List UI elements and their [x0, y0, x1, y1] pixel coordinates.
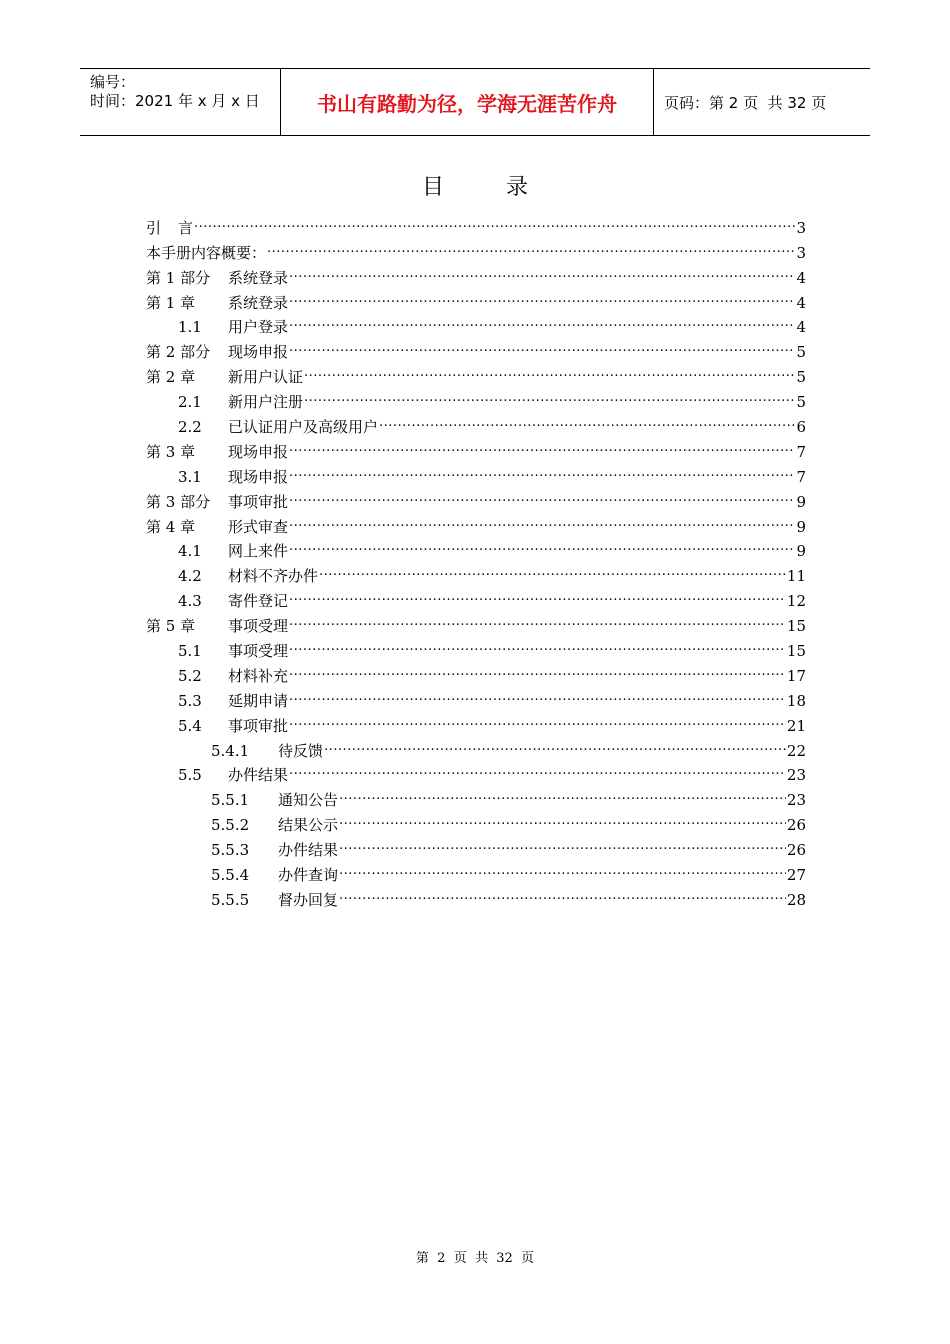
toc-entry-page: 11 [786, 567, 806, 586]
toc-entry-page: 5 [796, 368, 806, 387]
toc-leader-dots [339, 830, 786, 855]
toc-entry-page: 23 [786, 766, 806, 785]
toc-entry-page: 3 [796, 218, 806, 237]
toc-entry-number: 5.5 [178, 766, 202, 785]
toc-entry-title: 事项审批 [228, 492, 289, 511]
toc-entry-number: 5.2 [178, 666, 202, 685]
toc-leader-dots [289, 681, 786, 706]
toc-leader-dots [289, 706, 786, 731]
toc-leader-dots [289, 756, 786, 781]
toc-entry[interactable] [146, 208, 806, 237]
toc-entry-number: 5.5.3 [211, 841, 250, 860]
toc-entry-title: 现场申报 [228, 467, 289, 486]
toc-entry-page: 4 [796, 268, 806, 287]
page-header [80, 68, 870, 136]
toc-leader-dots [339, 805, 786, 830]
toc-entry-title: 结果公示 [278, 816, 339, 835]
toc-entry-number: 第 4 章 [146, 517, 196, 536]
toc-leader-dots [304, 357, 795, 382]
toc-entry-number: 1.1 [178, 318, 202, 337]
toc-entry-number: 第 2 部分 [146, 343, 211, 362]
toc-entry-title: 用户登录 [228, 318, 289, 337]
toc-entry-title: 系统登录 [228, 268, 289, 287]
header-page-info-text: 页码：第 2 页 共 32 页 [664, 93, 827, 112]
toc-entry-number: 第 3 章 [146, 442, 196, 461]
toc-entry-title: 延期申请 [228, 691, 289, 710]
toc-entry-page: 27 [786, 866, 806, 885]
toc-leader-dots [289, 631, 786, 656]
toc-leader-dots [339, 780, 786, 805]
doc-number-label: 编号： [90, 73, 136, 91]
toc-entry-page: 7 [796, 442, 806, 461]
toc-leader-dots [289, 606, 786, 631]
toc-leader-dots [289, 482, 795, 507]
toc-entry-number: 2.2 [178, 418, 202, 437]
toc-entry-number: 5.5.4 [211, 866, 250, 885]
toc-entry-number: 3.1 [178, 467, 202, 486]
toc-entry-title: 通知公告 [278, 791, 339, 810]
toc-entry-page: 4 [796, 318, 806, 337]
toc-leader-dots [289, 332, 795, 357]
toc-entry-page: 9 [796, 542, 806, 561]
footer-page-number: 第 2 页 共 32 页 [415, 1251, 535, 1266]
toc-leader-dots [324, 731, 786, 756]
toc-entry-page: 28 [786, 890, 806, 909]
toc-entry-title: 材料补充 [228, 666, 289, 685]
toc-entry-title: 形式审查 [228, 517, 289, 536]
toc-entry-page: 15 [786, 642, 806, 661]
toc-entry-title: 事项受理 [228, 617, 289, 636]
toc-entry-title: 言 [178, 218, 194, 237]
toc-entry-page: 26 [786, 841, 806, 860]
toc-entry-number: 5.4 [178, 716, 202, 735]
toc-entry-number: 4.1 [178, 542, 202, 561]
toc-entry-page: 21 [786, 716, 806, 735]
toc-entry-title: 办件查询 [278, 866, 339, 885]
toc-leader-dots [289, 308, 795, 333]
toc-entry-page: 5 [796, 393, 806, 412]
toc-leader-dots [379, 407, 795, 432]
toc-entry-number: 5.1 [178, 642, 202, 661]
header-motto: 书山有路勤为径，学海无涯苦作舟 [281, 69, 654, 135]
toc-entry[interactable] [146, 233, 806, 262]
toc-title [0, 170, 950, 201]
header-page-info [654, 69, 870, 135]
doc-date-label: 时间：2021 年 x 月 x 日 [90, 92, 260, 110]
toc-entry-page: 22 [786, 741, 806, 760]
toc-entry-page: 23 [786, 791, 806, 810]
toc-entry-page: 17 [786, 666, 806, 685]
toc-leader-dots [289, 283, 795, 308]
toc-entry-title: 本手册内容概要： [146, 243, 267, 262]
toc-leader-dots [194, 208, 795, 233]
toc-entry-number: 5.5.2 [211, 816, 250, 835]
toc-leader-dots [289, 532, 795, 557]
toc-entry-number: 第 2 章 [146, 368, 196, 387]
header-meta [80, 69, 281, 135]
toc-entry-title: 已认证用户及高级用户 [228, 418, 379, 437]
toc-leader-dots [339, 855, 786, 880]
toc-entry-title: 寄件登记 [228, 592, 289, 611]
toc-entry-title: 督办回复 [278, 890, 339, 909]
toc-title-right: 录 [506, 175, 529, 200]
toc-entry-number: 5.5.1 [211, 791, 250, 810]
toc-leader-dots [289, 457, 795, 482]
toc-entry-page: 7 [796, 467, 806, 486]
toc-entry-number: 第 5 章 [146, 617, 196, 636]
toc-entry-title: 办件结果 [278, 841, 339, 860]
toc-entry-number: 4.2 [178, 567, 202, 586]
toc-entry-page: 5 [796, 343, 806, 362]
toc-leader-dots [304, 382, 795, 407]
toc-entry-page: 6 [796, 418, 806, 437]
toc-entry-page: 26 [786, 816, 806, 835]
toc-leader-dots [289, 656, 786, 681]
toc-entry-number: 4.3 [178, 592, 202, 611]
table-of-contents [146, 208, 806, 909]
toc-entry-title: 事项受理 [228, 642, 289, 661]
toc-entry-number: 第 3 部分 [146, 492, 211, 511]
toc-entry-title: 办件结果 [228, 766, 289, 785]
toc-leader-dots [267, 233, 795, 258]
toc-entry-title: 材料不齐办件 [228, 567, 319, 586]
toc-entry-page: 15 [786, 617, 806, 636]
toc-entry-page: 3 [796, 243, 806, 262]
toc-entry-page: 9 [796, 517, 806, 536]
toc-entry-title: 现场申报 [228, 343, 289, 362]
toc-entry-title: 系统登录 [228, 293, 289, 312]
toc-entry-number: 5.5.5 [211, 890, 250, 909]
toc-entry-page: 4 [796, 293, 806, 312]
toc-entry-page: 9 [796, 492, 806, 511]
toc-leader-dots [289, 258, 795, 283]
toc-entry-page: 18 [786, 691, 806, 710]
page-footer [0, 1247, 950, 1266]
toc-entry-number: 2.1 [178, 393, 202, 412]
toc-entry-number: 引 [146, 218, 162, 237]
toc-leader-dots [319, 556, 786, 581]
toc-entry-number: 第 1 部分 [146, 268, 211, 287]
toc-entry-title: 事项审批 [228, 716, 289, 735]
toc-leader-dots [339, 880, 786, 905]
toc-leader-dots [289, 507, 795, 532]
toc-entry-number: 5.3 [178, 691, 202, 710]
toc-entry-title: 现场申报 [228, 442, 289, 461]
toc-entry-title: 网上来件 [228, 542, 289, 561]
toc-entry-number: 5.4.1 [211, 741, 250, 760]
toc-entry-number: 第 1 章 [146, 293, 196, 312]
toc-title-left: 目 [421, 175, 444, 200]
toc-entry-title: 待反馈 [278, 741, 324, 760]
toc-leader-dots [289, 581, 786, 606]
toc-entry-title: 新用户认证 [228, 368, 304, 387]
toc-leader-dots [289, 432, 795, 457]
toc-entry-page: 12 [786, 592, 806, 611]
toc-entry-title: 新用户注册 [228, 393, 304, 412]
